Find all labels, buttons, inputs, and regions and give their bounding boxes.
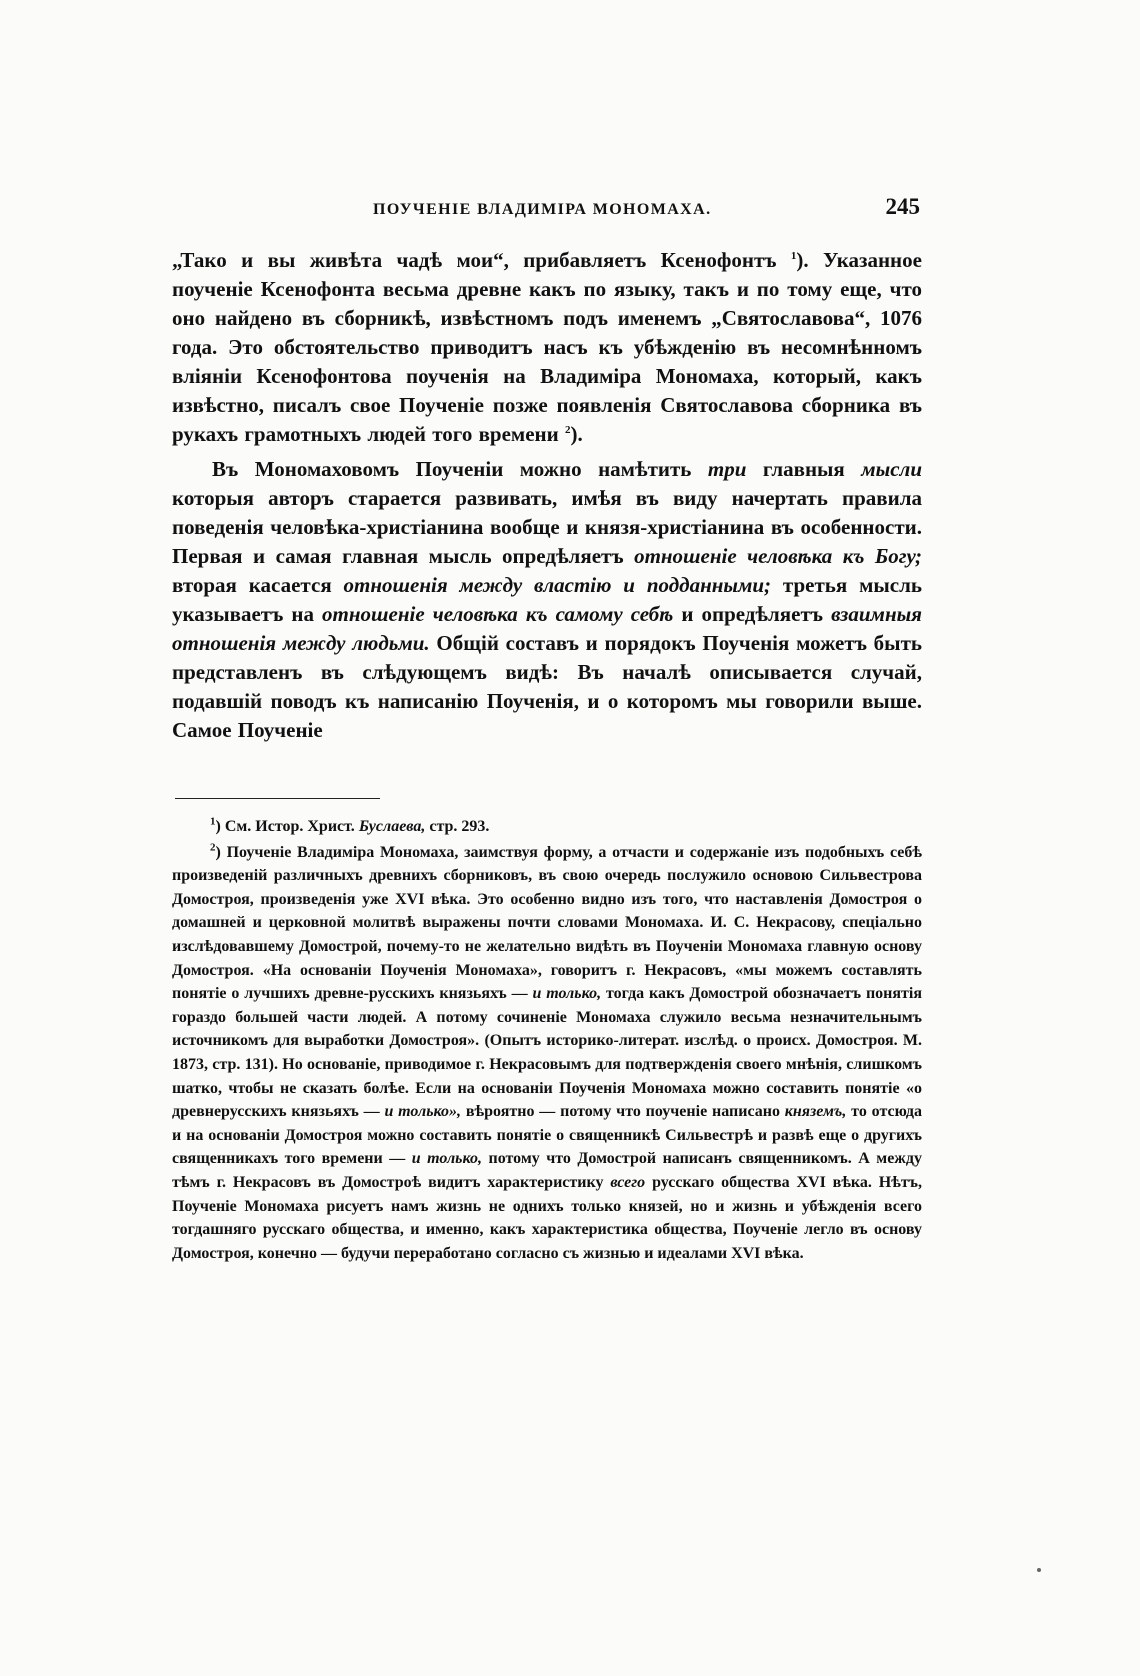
footnote-2-text-2: тогда какъ Домострой обозначаетъ понятія гораздо большей части людей. А потому сочиненіе Мономаха служило весьма незначительнымъ источникомъ для выработки Домостроя». (Опытъ историко-литерат. изслѣд. о происх. Домостроя. М. 1873, стр. 131). Но основаніе, приводимое г. Некрасовымъ для подтвержденія своего мнѣнія, слишкомъ шатко, чтобы не сказать болѣе. Если на основаніи Поученія Мономаха можно составить понятіе «о древнерусскихъ князьяхъ — xyxy=(172,985,922,1121)
footnote-separator xyxy=(175,798,380,799)
p2-text-7: Общій составъ и порядокъ Поученія можетъ быть представленъ въ слѣдующемъ видѣ: Въ началѣ описывается случай, подавшій поводъ къ написанію Поученія, и о которомъ мы говорили выше. Самое Поученіе xyxy=(172,631,922,742)
footnote-2 xyxy=(172,841,922,1266)
footnote-ref-2: 2 xyxy=(565,424,571,436)
p2-emphasis-4: отношенія между властію и подданными; xyxy=(343,573,772,597)
footnote-2-emphasis-1: и только, xyxy=(532,985,602,1003)
p2-text-6: и опредѣляетъ xyxy=(673,602,832,626)
p2-emphasis-5: отношеніе человѣка къ самому себѣ xyxy=(322,602,674,626)
footnote-2-mark: 2 xyxy=(210,841,216,854)
footnote-1-text-1: ) См. Истор. Христ. xyxy=(215,818,359,835)
footnote-2-text-4: то отсюда и на основаніи Домостроя можно составить понятіе о священникѣ Сильвестрѣ и развѣ еще о другихъ священникахъ того времени — xyxy=(172,1103,923,1168)
footnote-2-text-1: ) Поученіе Владиміра Мономаха, заимствуя форму, а отчасти и содержаніе изъ подобныхъ себѣ произведеній различныхъ древнихъ сборниковъ, въ свою очередь послужило основою Сильвестрова Домостроя, произведенія уже XVI вѣка. Это особенно видно изъ того, что наставленія Домостроя о домашней и церковной молитвѣ выражены почти словами Мономаха. И. С. Некрасову, спеціально изслѣдовавшему Домострой, почему-то не желательно видѣть въ Поученіи Мономаха главную основу Домостроя. «На основаніи Поученія Мономаха», говоритъ г. Некрасовъ, «мы можемъ составлять понятіе о лучшихъ древне-русскихъ князьяхъ — xyxy=(172,843,922,1003)
main-text xyxy=(172,246,922,745)
footnote-2-emphasis-4: и только, xyxy=(411,1150,482,1168)
footnote-2-emphasis-5: всего xyxy=(610,1173,646,1191)
p2-emphasis-6: взаимныя отношенія между людьми. xyxy=(172,602,922,655)
footnote-2-text-5: потому что Домострой написанъ священникомъ. А между тѣмъ г. Некрасовъ въ Домостроѣ видитъ характеристику xyxy=(172,1150,922,1191)
p2-text-5: третья мысль указываетъ на xyxy=(172,573,922,626)
footnote-1 xyxy=(172,815,922,839)
page-header xyxy=(175,194,920,228)
footnote-2-text-6: русскаго общества XVI вѣка. Нѣтъ, Поученіе Мономаха рисуетъ намъ жизнь не однихъ только князей, но и жизнь и убѣжденія всего тогдашняго русскаго общества, и именно, какъ характеристика общества, Поученіе легло въ основу Домостроя, конечно — будучи переработано согласно съ жизнью и идеалами XVI вѣка. xyxy=(172,1173,922,1262)
p2-text-2: главныя xyxy=(746,457,862,481)
p2-emphasis-2: мысли xyxy=(861,457,922,481)
page-number: 245 xyxy=(885,194,920,219)
running-title: ПОУЧЕНІЕ ВЛАДИМІРА МОНОМАХА. xyxy=(373,201,712,218)
paragraph-1-text-c: ). xyxy=(570,422,583,446)
footnote-ref-1: 1 xyxy=(790,250,797,262)
footnote-2-emphasis-2: и только», xyxy=(384,1103,462,1121)
paragraph-2 xyxy=(172,455,922,745)
footnote-1-text-2: стр. 293. xyxy=(425,818,490,835)
paragraph-1-text-b: ). Указанное поученіе Ксенофонта весьма древне какъ по языку, такъ и по тому еще, что оно найдено въ сборникѣ, извѣстномъ подъ именемъ „Святославова“, 1076 года. Это обстоятельство приводитъ насъ къ убѣжденію въ несомнѣнномъ вліяніи Ксенофонтова поученія на Владиміра Мономаха, который, какъ извѣстно, писалъ свое Поученіе позже появленія Святославова сборника въ рукахъ грамотныхъ людей того времени xyxy=(172,248,922,446)
paragraph-1 xyxy=(172,246,922,449)
p2-text-3: которыя авторъ старается развивать, имѣя въ виду начертать правила поведенія человѣка-христіанина вообще и князя-христіанина въ особенности. Первая и самая главная мысль опредѣляетъ xyxy=(172,486,922,568)
footnote-2-emphasis-3: княземъ, xyxy=(784,1103,847,1121)
footnote-1-emphasis-1: Буслаева, xyxy=(358,818,426,835)
p2-emphasis-3: отношеніе человѣка къ Богу; xyxy=(634,544,922,568)
p2-text-4: вторая касается xyxy=(172,573,344,597)
p2-text-1: Въ Мономаховомъ Поученіи можно намѣтить xyxy=(212,457,708,481)
scan-speck xyxy=(1037,1568,1041,1572)
p2-emphasis-1: три xyxy=(707,457,747,481)
paragraph-1-text-a: „Тако и вы живѣта чадѣ мои“, прибавляетъ Ксенофонтъ xyxy=(172,248,791,272)
footnote-2-text-3: вѣроятно — потому что поученіе написано xyxy=(461,1103,785,1121)
footnote-1-mark: 1 xyxy=(210,815,216,828)
footnotes xyxy=(172,815,922,1265)
